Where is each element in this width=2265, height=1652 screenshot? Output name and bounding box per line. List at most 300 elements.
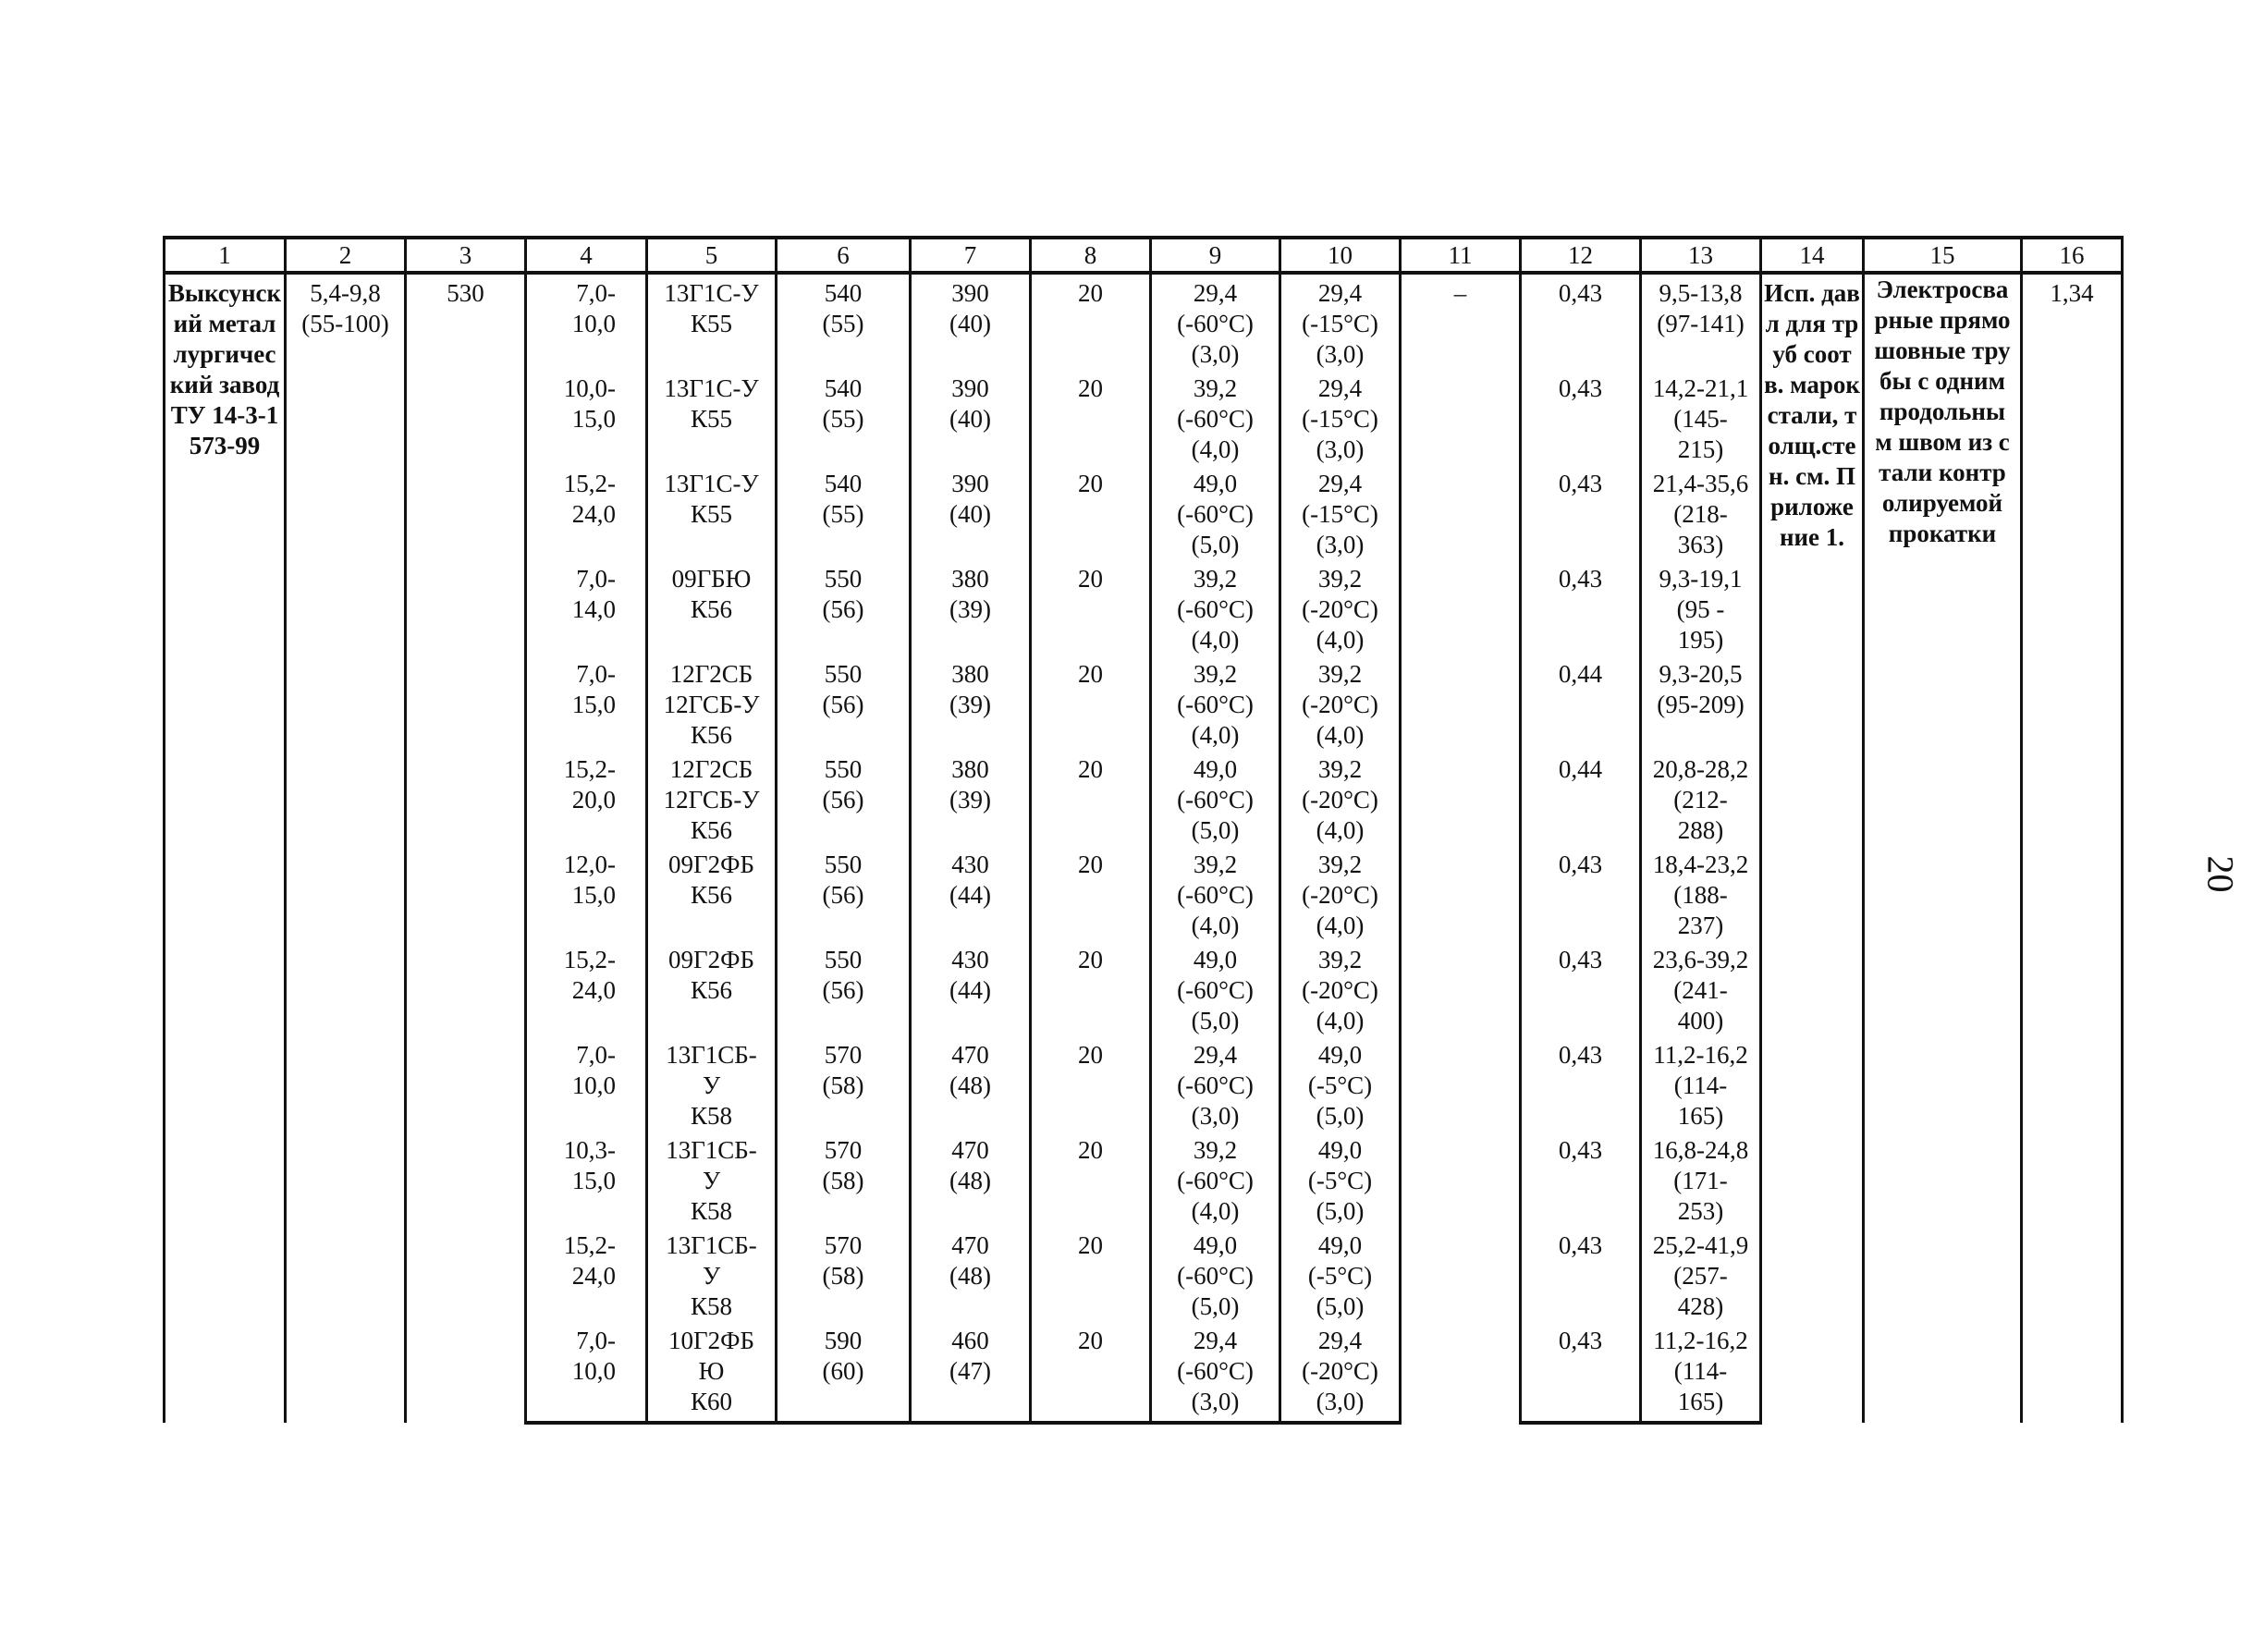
cell-line: (-60°С) [1177,1167,1254,1194]
elongation-cell: 20 [1031,1132,1151,1227]
test-pressure-cell [1641,273,1761,370]
cell-line: 540 [824,470,863,497]
cell-line: (-60°С) [1177,310,1254,337]
pipe-description-cell: Электросварные прямошовные трубы с одним продольным швом из стали контролируемой прокатки [1864,273,2022,1423]
yield-cell [911,1132,1031,1227]
cell-line: (48) [949,1167,991,1194]
impact-base-cell [1151,370,1280,465]
cell-line: 7,0- [576,1041,616,1069]
cell-line: К58 [690,1292,732,1320]
cell-line: 18,4-23,2 [1652,850,1749,878]
cell-line: (-60°С) [1177,500,1254,528]
impact-base-cell [1151,655,1280,751]
cell-line: (114- [1673,1071,1728,1099]
cell-line: (40) [949,405,991,433]
cell-line: (4,0) [1191,435,1240,463]
column-header-7: 7 [911,238,1031,273]
cell-line: 13Г1С-У [664,279,759,307]
yield-cell [911,560,1031,655]
yield-cell [911,846,1031,941]
test-pressure-cell [1641,370,1761,465]
impact-base-cell [1151,1322,1280,1423]
cell-line: (-60°С) [1177,1357,1254,1385]
carbon-equiv-cell: 0,43 [1521,1036,1641,1132]
cell-line: 10,0 [571,1071,616,1099]
cell-line: (40) [949,500,991,528]
impact-base-cell [1151,846,1280,941]
cell-line: 23,6-39,2 [1652,946,1749,973]
thickness-cell [526,560,647,655]
impact-base-cell [1151,560,1280,655]
cell-line: 550 [824,660,863,688]
carbon-equiv-cell: 0,44 [1521,655,1641,751]
cell-line: (55) [822,500,864,528]
impact-weld-cell [1280,273,1401,370]
cell-line: (-60°С) [1177,405,1254,433]
impact-weld-cell [1280,751,1401,846]
column-header-15: 15 [1864,238,2022,273]
carbon-equiv-cell: 0,43 [1521,941,1641,1036]
cell-line: 15,0 [571,405,616,433]
diameter-cell [286,273,406,1423]
cell-line: 24,0 [571,500,616,528]
cell-line: (60) [822,1357,864,1385]
elongation-cell: 20 [1031,751,1151,846]
cell-line: 460 [951,1327,989,1354]
cell-line: К58 [690,1197,732,1225]
cell-line: 11,2-16,2 [1653,1041,1748,1069]
steel-grade-cell [647,1036,777,1132]
cell-line: (39) [949,595,991,623]
column-header-3: 3 [406,238,526,273]
coefficient-cell: 1,34 [2022,273,2123,1423]
cell-line: (55) [822,405,864,433]
carbon-equiv-cell: 0,43 [1521,273,1641,370]
cell-line: (58) [822,1071,864,1099]
test-pressure-cell [1641,846,1761,941]
carbon-equiv-cell: 0,43 [1521,465,1641,560]
cell-line: 9,3-20,5 [1659,660,1743,688]
cell-line: 49,0 [1193,470,1238,497]
impact-base-cell [1151,465,1280,560]
cell-line: (-15°С) [1302,500,1378,528]
cell-line: (171- [1673,1167,1728,1194]
cell-line: (4,0) [1316,626,1365,654]
cell-line: (-20°С) [1302,786,1378,814]
cell-line: 380 [951,565,989,593]
cell-line: (44) [949,881,991,909]
column-header-16: 16 [2022,238,2123,273]
cell-line: 25,2-41,9 [1652,1231,1749,1259]
cell-line: 550 [824,946,863,973]
cell-line: 11,2-16,2 [1653,1327,1748,1354]
impact-weld-cell [1280,1132,1401,1227]
cell-line: 39,2 [1317,946,1363,973]
tensile-cell [777,655,911,751]
cell-line: (114- [1673,1357,1728,1385]
impact-weld-cell [1280,560,1401,655]
cell-line: 13Г1С-У [664,374,759,402]
cell-line: 10,0- [563,374,616,402]
cell-line: (5,0) [1316,1102,1365,1130]
cell-line: 09Г2ФБ [668,850,754,878]
cell-line: 15,0 [571,881,616,909]
cell-line: 165) [1677,1388,1724,1415]
cell-line: 7,0- [576,279,616,307]
cell-line: 29,4 [1193,279,1238,307]
cell-line: 390 [951,279,989,307]
cell-line: (4,0) [1316,912,1365,939]
cell-line: 195) [1677,626,1724,654]
cell-line: (-5°С) [1307,1167,1373,1194]
steel-grade-cell [647,751,777,846]
cell-line: 39,2 [1317,850,1363,878]
cell-line: 363) [1677,531,1724,558]
cell-line: 49,0 [1317,1231,1363,1259]
cell-line: (56) [822,976,864,1004]
steel-grade-cell [647,655,777,751]
test-pressure-cell [1641,941,1761,1036]
cell-line: 49,0 [1317,1041,1363,1069]
cell-line: 570 [824,1231,863,1259]
thickness-cell [526,941,647,1036]
cell-line: 13Г1СБ- [666,1136,757,1164]
column-header-11: 11 [1401,238,1521,273]
cell-line: 570 [824,1136,863,1164]
steel-grade-cell [647,1227,777,1322]
manufacturer-cell: Выксунский металлургический завод ТУ 14-3-1573-99 [165,273,286,1423]
steel-pipe-spec-table [163,236,2124,1425]
thickness-cell [526,655,647,751]
steel-grade-cell [647,370,777,465]
cell-line: 29,4 [1193,1041,1238,1069]
impact-base-cell [1151,273,1280,370]
cell-line: 09ГБЮ [671,565,752,593]
carbon-equiv-cell: 0,44 [1521,751,1641,846]
cell-line: 39,2 [1317,660,1363,688]
cell-line: 288) [1677,816,1724,844]
tensile-cell [777,1322,911,1423]
yield-cell [911,941,1031,1036]
test-pressure-cell [1641,751,1761,846]
elongation-cell: 20 [1031,370,1151,465]
cell-line: 49,0 [1193,1231,1238,1259]
impact-weld-cell [1280,1227,1401,1322]
cell-line: (3,0) [1316,531,1365,558]
cell-line: К60 [690,1388,732,1415]
cell-line: 14,2-21,1 [1652,374,1749,402]
thickness-cell [526,370,647,465]
impact-weld-cell [1280,846,1401,941]
column-number-row [165,238,2123,273]
cell-line: (3,0) [1191,1388,1240,1415]
cell-line: (5,0) [1191,816,1240,844]
cell-line: (58) [822,1167,864,1194]
cell-line: 253) [1677,1197,1724,1225]
cell-line: (40) [949,310,991,337]
cell-line: У [702,1167,721,1194]
cell-line: (4,0) [1191,912,1240,939]
cell-line: (3,0) [1316,1388,1365,1415]
test-pressure-cell [1641,1132,1761,1227]
cell-line: 380 [951,755,989,783]
cell-line: К56 [690,816,732,844]
cell-line: 12Г2СБ [669,755,753,783]
carbon-equiv-cell: 0,43 [1521,1227,1641,1322]
cell-line: 15,0 [571,691,616,718]
impact-base-cell [1151,1132,1280,1227]
cell-line: 13Г1СБ- [666,1231,757,1259]
cell-line: (-60°С) [1177,976,1254,1004]
cell-line: (-60°С) [1177,786,1254,814]
cell-line: (48) [949,1262,991,1290]
column-header-12: 12 [1521,238,1641,273]
cell-line: (56) [822,786,864,814]
tensile-cell [777,273,911,370]
carbon-equiv-cell: 0,43 [1521,1132,1641,1227]
yield-cell [911,465,1031,560]
cell-line: (-60°С) [1177,691,1254,718]
test-pressure-cell [1641,1227,1761,1322]
cell-line: 9,5-13,8 [1659,279,1743,307]
tensile-cell [777,1227,911,1322]
test-pressure-cell [1641,1322,1761,1423]
cell-line: (3,0) [1316,340,1365,368]
tensile-cell [777,1036,911,1132]
cell-line: 430 [951,850,989,878]
cell-line: 29,4 [1317,374,1363,402]
cell-line: (5,0) [1191,1292,1240,1320]
elongation-cell: 20 [1031,1322,1151,1423]
cell-line: (56) [822,881,864,909]
cell-line: 237) [1677,912,1724,939]
pressure-note-cell: Исп. давл для труб соотв. марок стали, толщ.стен. см. Приложение 1. [1761,273,1864,1423]
cell-line: (4,0) [1191,626,1240,654]
carbon-equiv-cell: 0,43 [1521,846,1641,941]
steel-grade-cell [647,1132,777,1227]
cell-line: 15,2- [563,470,616,497]
carbon-equiv-cell: 0,43 [1521,1322,1641,1423]
cell-line: 10Г2ФБ [668,1327,754,1354]
cell-line: К56 [690,595,732,623]
cell-line: 430 [951,946,989,973]
cell-line: (4,0) [1191,1197,1240,1225]
cell-line: 39,2 [1317,755,1363,783]
column-header-1: 1 [165,238,286,273]
carbon-equiv-cell: 0,43 [1521,560,1641,655]
cell-line: 10,3- [563,1136,616,1164]
impact-weld-cell [1280,655,1401,751]
cell-line: 12ГСБ-У [663,691,760,718]
tensile-cell [777,560,911,655]
cell-line: (188- [1673,881,1728,909]
elongation-cell: 20 [1031,560,1151,655]
cell-line: (39) [949,691,991,718]
cell-line: (-20°С) [1302,1357,1378,1385]
cell-line: К56 [690,976,732,1004]
cell-line: (4,0) [1316,1007,1365,1034]
cell-line: 165) [1677,1102,1724,1130]
test-pressure-cell [1641,465,1761,560]
thickness-cell [526,1227,647,1322]
test-pressure-cell [1641,655,1761,751]
yield-cell [911,751,1031,846]
cell-line: (47) [949,1357,991,1385]
cell-line: 24,0 [571,976,616,1004]
cell-line: (56) [822,595,864,623]
cell-line: К55 [690,500,732,528]
cell-line: 570 [824,1041,863,1069]
cell-line: (-5°С) [1307,1071,1373,1099]
cell-line: 39,2 [1193,565,1238,593]
cell-line: (-15°С) [1302,405,1378,433]
carbon-equiv-cell: 0,43 [1521,370,1641,465]
column-header-13: 13 [1641,238,1761,273]
yield-cell [911,370,1031,465]
cell-line: (-5°С) [1307,1262,1373,1290]
cell-line: (97-141) [1657,310,1745,337]
thickness-cell [526,751,647,846]
cell-line: (-15°С) [1302,310,1378,337]
thickness-cell [526,846,647,941]
yield-cell [911,273,1031,370]
column-header-14: 14 [1761,238,1864,273]
cell-line: (145- [1673,405,1728,433]
cell-line: 15,2- [563,755,616,783]
cell-line: 24,0 [571,1262,616,1290]
steel-grade-cell [647,941,777,1036]
cell-line: К55 [690,405,732,433]
impact-base-cell [1151,941,1280,1036]
cell-line: (55) [822,310,864,337]
column-header-10: 10 [1280,238,1401,273]
cell-line: (58) [822,1262,864,1290]
cell-line: (218- [1673,500,1728,528]
cell-line: (4,0) [1316,816,1365,844]
column-header-8: 8 [1031,238,1151,273]
test-pressure-cell [1641,1036,1761,1132]
thickness-cell [526,1322,647,1423]
cell-line: 540 [824,279,863,307]
cell-line: 39,2 [1317,565,1363,593]
cell-line: К55 [690,310,732,337]
cell-line: 39,2 [1193,660,1238,688]
elongation-cell: 20 [1031,655,1151,751]
cell-line: 9,3-19,1 [1659,565,1743,593]
tensile-cell [777,465,911,560]
cell-line: К56 [690,721,732,749]
cell-line: 550 [824,755,863,783]
cell-line: 39,2 [1193,374,1238,402]
elongation-cell: 20 [1031,1036,1151,1132]
cell-line: 390 [951,470,989,497]
cell-line: 29,4 [1317,1327,1363,1354]
tensile-cell [777,941,911,1036]
cell-line: 12,0- [563,850,616,878]
tensile-cell [777,370,911,465]
cell-line: 7,0- [576,1327,616,1354]
cell-line: К56 [690,881,732,909]
elongation-cell: 20 [1031,846,1151,941]
table-row [165,273,2123,370]
cell-line: (5,0) [1191,1007,1240,1034]
cell-line: (-60°С) [1177,1262,1254,1290]
size-cell: 530 [406,273,526,1423]
impact-base-cell [1151,751,1280,846]
cell-line: 29,4 [1317,470,1363,497]
cell-line: (-20°С) [1302,691,1378,718]
yield-cell [911,1322,1031,1423]
cell-line: (56) [822,691,864,718]
yield-cell [911,1227,1031,1322]
column-header-5: 5 [647,238,777,273]
cell-line: (48) [949,1071,991,1099]
page-number: 20 [2199,855,2242,893]
cell-line: 12ГСБ-У [663,786,760,814]
cell-line: (241- [1673,976,1728,1004]
cell-line: 16,8-24,8 [1652,1136,1749,1164]
cell-line: (-60°С) [1177,1071,1254,1099]
cell-line: 14,0 [571,595,616,623]
cell-line: 470 [951,1136,989,1164]
cell-line: 10,0 [571,310,616,337]
cell-line: (39) [949,786,991,814]
cell-line: 15,2- [563,946,616,973]
thickness-cell [526,1036,647,1132]
cell-line: Ю [698,1357,725,1385]
cell-line: 39,2 [1193,850,1238,878]
column-header-6: 6 [777,238,911,273]
cell-line: 428) [1677,1292,1724,1320]
cell-line: (-60°С) [1177,595,1254,623]
cell-line: (-20°С) [1302,881,1378,909]
cell-line: (3,0) [1191,1102,1240,1130]
cell-line: (-20°С) [1302,595,1378,623]
tensile-cell [777,1132,911,1227]
thickness-cell [526,273,647,370]
cell-line: 390 [951,374,989,402]
impact-weld-cell [1280,1036,1401,1132]
impact-weld-cell [1280,941,1401,1036]
cell-line: (95-209) [1657,691,1745,718]
cell-line: (55-100) [301,310,389,337]
tensile-cell [777,846,911,941]
cell-line: (-60°С) [1177,881,1254,909]
cell-line: (3,0) [1316,435,1365,463]
steel-grade-cell [647,465,777,560]
cell-line: (5,0) [1316,1197,1365,1225]
cell-line: 7,0- [576,660,616,688]
yield-cell [911,1036,1031,1132]
cell-line: 20,8-28,2 [1652,755,1749,783]
cell-line: (4,0) [1191,721,1240,749]
steel-grade-cell [647,560,777,655]
cell-line: 49,0 [1317,1136,1363,1164]
steel-grade-cell [647,846,777,941]
elongation-cell: 20 [1031,273,1151,370]
cell-line: 13Г1С-У [664,470,759,497]
column-header-2: 2 [286,238,406,273]
cell-line: 400) [1677,1007,1724,1034]
impact-base-cell [1151,1036,1280,1132]
yield-cell [911,655,1031,751]
cell-line: 20,0 [571,786,616,814]
elongation-cell: 20 [1031,465,1151,560]
cell-line: 470 [951,1231,989,1259]
tensile-cell [777,751,911,846]
cell-line: (212- [1673,786,1728,814]
table-body [165,273,2123,1423]
